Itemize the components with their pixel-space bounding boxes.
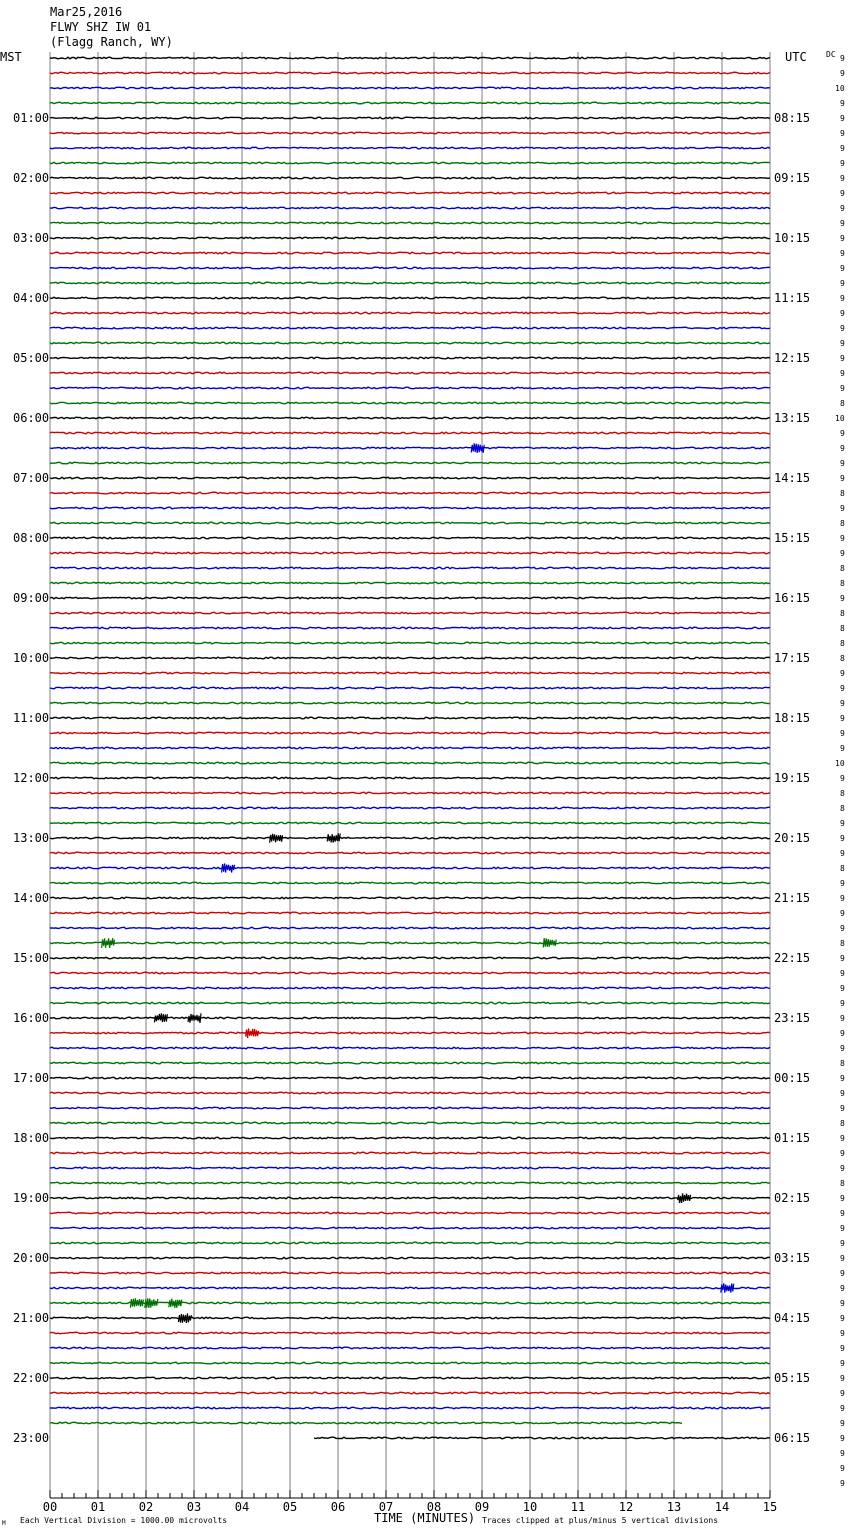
utc-hour-label: 12:15 <box>774 351 811 365</box>
dc-offset-value: 9 <box>840 429 845 438</box>
dc-offset-value: 9 <box>840 1449 845 1458</box>
dc-offset-value: 9 <box>840 324 845 333</box>
dc-offset-value: 9 <box>840 474 845 483</box>
trace-line <box>50 327 770 329</box>
utc-hour-label: 16:15 <box>774 591 811 605</box>
trace-line <box>50 1377 770 1379</box>
dc-offset-value: 9 <box>840 1089 845 1098</box>
trace-line <box>50 1317 770 1319</box>
dc-offset-value: 9 <box>840 834 845 843</box>
dc-offset-value: 9 <box>840 159 845 168</box>
dc-offset-value: 9 <box>840 549 845 558</box>
trace-line <box>50 567 770 569</box>
trace-line <box>50 552 770 554</box>
dc-offset-value: 9 <box>840 984 845 993</box>
vertical-division-note: Each Vertical Division = 1000.00 microvolts <box>20 1516 228 1525</box>
dc-offset-value: 9 <box>840 669 845 678</box>
dc-offset-value: 9 <box>840 99 845 108</box>
local-hour-label: 09:00 <box>13 591 50 605</box>
right-timezone-label: UTC <box>785 50 807 64</box>
trace-line <box>50 1212 770 1214</box>
dc-offset-value: 10 <box>835 84 845 93</box>
local-hour-label: 18:00 <box>13 1131 50 1145</box>
dc-offset-value: 8 <box>840 399 845 408</box>
dc-offset-value: 9 <box>840 969 845 978</box>
utc-hour-label: 01:15 <box>774 1131 811 1145</box>
dc-offset-column <box>835 54 845 1488</box>
utc-hour-label: 02:15 <box>774 1191 811 1205</box>
dc-offset-value: 9 <box>840 879 845 888</box>
utc-hour-label: 10:15 <box>774 231 811 245</box>
trace-line <box>50 672 770 674</box>
utc-hour-label: 03:15 <box>774 1251 811 1265</box>
dc-offset-value: 9 <box>840 819 845 828</box>
trace-line <box>50 1002 770 1004</box>
dc-offset-value: 9 <box>840 369 845 378</box>
utc-hour-label: 09:15 <box>774 171 811 185</box>
x-tick-label: 15 <box>762 1500 778 1514</box>
dc-offset-value: 9 <box>840 234 845 243</box>
trace-line <box>50 837 770 839</box>
dc-offset-value: 9 <box>840 1464 845 1473</box>
local-hour-label: 07:00 <box>13 471 50 485</box>
trace-line <box>50 1197 770 1199</box>
local-hour-label: 12:00 <box>13 771 50 785</box>
trace-line <box>50 57 770 59</box>
local-hour-label: 13:00 <box>13 831 50 845</box>
dc-offset-value: 9 <box>840 1344 845 1353</box>
dc-offset-value: 8 <box>840 1119 845 1128</box>
station-location: (Flagg Ranch, WY) <box>50 35 173 49</box>
utc-hour-label: 15:15 <box>774 531 811 545</box>
trace-line <box>50 462 770 464</box>
dc-offset-value: 9 <box>840 264 845 273</box>
trace-line <box>50 1272 770 1274</box>
trace-line <box>50 117 770 119</box>
utc-hour-label: 19:15 <box>774 771 811 785</box>
trace-line <box>50 702 770 704</box>
dc-offset-value: 9 <box>840 1419 845 1428</box>
dc-offset-value: 9 <box>840 999 845 1008</box>
utc-hour-label: 18:15 <box>774 711 811 725</box>
dc-offset-value: 9 <box>840 699 845 708</box>
dc-offset-value: 9 <box>840 309 845 318</box>
x-tick-label: 05 <box>282 1500 298 1514</box>
seismic-event <box>130 1298 143 1308</box>
x-tick-label: 06 <box>330 1500 346 1514</box>
dc-label: DC <box>826 50 836 59</box>
local-hour-label: 06:00 <box>13 411 50 425</box>
trace-line <box>50 642 770 644</box>
trace-line <box>50 597 770 599</box>
dc-offset-value: 9 <box>840 189 845 198</box>
trace-line <box>50 612 770 614</box>
dc-offset-value: 9 <box>840 1299 845 1308</box>
local-hour-label: 22:00 <box>13 1371 50 1385</box>
dc-offset-value: 9 <box>840 69 845 78</box>
local-hour-label: 02:00 <box>13 171 50 185</box>
seismic-event <box>270 834 283 843</box>
trace-line <box>50 72 770 74</box>
left-timezone-label: MST <box>0 50 22 64</box>
local-hour-label: 16:00 <box>13 1011 50 1025</box>
trace-line <box>50 357 770 359</box>
dc-offset-value: 9 <box>840 1149 845 1158</box>
dc-offset-value: 9 <box>840 714 845 723</box>
trace-line <box>50 252 770 254</box>
trace-line <box>50 867 770 869</box>
trace-line <box>50 627 770 629</box>
trace-line <box>50 417 770 419</box>
trace-line <box>50 477 770 479</box>
seismic-event <box>145 1298 158 1308</box>
trace-line <box>50 657 770 659</box>
dc-offset-value: 9 <box>840 909 845 918</box>
trace-line <box>50 87 770 89</box>
dc-offset-value: 9 <box>840 924 845 933</box>
trace-line <box>50 717 770 719</box>
station-name: FLWY SHZ IW 01 <box>50 20 152 34</box>
trace-line <box>50 147 770 149</box>
trace-line <box>50 177 770 179</box>
trace-line <box>50 1407 770 1409</box>
utc-hour-label: 23:15 <box>774 1011 811 1025</box>
dc-offset-value: 9 <box>840 1314 845 1323</box>
trace-line <box>50 1152 770 1154</box>
utc-hour-label: 11:15 <box>774 291 811 305</box>
dc-offset-value: 10 <box>835 759 845 768</box>
seismic-event <box>246 1028 259 1038</box>
dc-offset-value: 9 <box>840 1404 845 1413</box>
utc-hour-label: 06:15 <box>774 1431 811 1445</box>
trace-line <box>50 402 770 404</box>
trace-line <box>50 282 770 284</box>
dc-offset-value: 9 <box>840 1029 845 1038</box>
local-hour-label: 19:00 <box>13 1191 50 1205</box>
trace-line <box>50 102 770 104</box>
dc-offset-value: 9 <box>840 1389 845 1398</box>
x-tick-label: 07 <box>378 1500 394 1514</box>
trace-line <box>50 1077 770 1079</box>
trace-line <box>50 927 770 929</box>
trace-line <box>50 1392 770 1394</box>
trace-line <box>50 1422 682 1424</box>
dc-offset-value: 8 <box>840 654 845 663</box>
trace-line <box>50 192 770 194</box>
local-hour-label: 10:00 <box>13 651 50 665</box>
dc-offset-value: 8 <box>840 864 845 873</box>
trace-line <box>50 807 770 809</box>
dc-offset-value: 8 <box>840 564 845 573</box>
utc-hour-label: 13:15 <box>774 411 811 425</box>
utc-hour-label: 21:15 <box>774 891 811 905</box>
seismic-event <box>178 1313 191 1323</box>
trace-line <box>50 207 770 209</box>
dc-offset-value: 9 <box>840 459 845 468</box>
local-hour-labels <box>13 111 49 1445</box>
trace-line <box>50 777 770 779</box>
trace-line <box>50 132 770 134</box>
dc-offset-value: 8 <box>840 609 845 618</box>
trace-line <box>50 267 770 269</box>
local-hour-label: 01:00 <box>13 111 50 125</box>
trace-line <box>50 942 770 944</box>
utc-hour-label: 00:15 <box>774 1071 811 1085</box>
trace-line <box>50 222 770 224</box>
trace-line <box>50 372 770 374</box>
corner-mark: M <box>2 1520 6 1527</box>
trace-line <box>50 822 770 824</box>
dc-offset-value: 9 <box>840 1134 845 1143</box>
dc-offset-value: 9 <box>840 1194 845 1203</box>
trace-line <box>50 1122 770 1124</box>
local-hour-label: 15:00 <box>13 951 50 965</box>
dc-offset-value: 9 <box>840 954 845 963</box>
trace-line <box>50 1047 770 1049</box>
dc-offset-value: 9 <box>840 1284 845 1293</box>
seismic-event <box>169 1299 182 1308</box>
trace-line <box>50 762 770 764</box>
trace-line <box>50 792 770 794</box>
trace-line <box>50 432 770 434</box>
trace-line <box>50 732 770 734</box>
trace-line <box>50 387 770 389</box>
trace-line <box>50 1332 770 1334</box>
trace-line <box>50 522 770 524</box>
trace-line <box>50 1182 770 1184</box>
utc-hour-label: 05:15 <box>774 1371 811 1385</box>
dc-offset-value: 8 <box>840 1179 845 1188</box>
trace-line <box>50 342 770 344</box>
dc-offset-value: 9 <box>840 444 845 453</box>
trace-line <box>50 582 770 584</box>
dc-offset-value: 9 <box>840 534 845 543</box>
x-tick-label: 14 <box>714 1500 730 1514</box>
utc-hour-label: 22:15 <box>774 951 811 965</box>
utc-hour-labels <box>774 111 810 1445</box>
local-hour-label: 23:00 <box>13 1431 50 1445</box>
trace-line <box>50 162 770 164</box>
trace-line <box>50 957 770 959</box>
dc-offset-value: 9 <box>840 339 845 348</box>
trace-line <box>50 1107 770 1109</box>
trace-line <box>50 1092 770 1094</box>
dc-offset-value: 8 <box>840 579 845 588</box>
trace-line <box>50 1257 770 1259</box>
dc-offset-value: 9 <box>840 1014 845 1023</box>
trace-line <box>50 882 770 884</box>
trace-line <box>50 1242 770 1244</box>
trace-line <box>50 912 770 914</box>
dc-offset-value: 9 <box>840 504 845 513</box>
dc-offset-value: 9 <box>840 1074 845 1083</box>
x-tick-label: 09 <box>474 1500 490 1514</box>
dc-offset-value: 9 <box>840 219 845 228</box>
dc-offset-value: 9 <box>840 1329 845 1338</box>
x-tick-label: 04 <box>234 1500 250 1514</box>
dc-offset-value: 9 <box>840 1224 845 1233</box>
dc-offset-value: 9 <box>840 744 845 753</box>
dc-offset-value: 9 <box>840 1254 845 1263</box>
local-hour-label: 08:00 <box>13 531 50 545</box>
clipping-note: Traces clipped at plus/minus 5 vertical divisions <box>482 1516 719 1525</box>
local-hour-label: 11:00 <box>13 711 50 725</box>
dc-offset-value: 9 <box>840 594 845 603</box>
seismic-event <box>678 1194 691 1203</box>
dc-offset-value: 10 <box>835 414 845 423</box>
local-hour-label: 17:00 <box>13 1071 50 1085</box>
trace-line <box>50 987 770 989</box>
dc-offset-value: 8 <box>840 804 845 813</box>
seismic-event <box>721 1283 734 1292</box>
dc-offset-value: 9 <box>840 384 845 393</box>
dc-offset-value: 9 <box>840 54 845 63</box>
dc-offset-value: 9 <box>840 684 845 693</box>
utc-hour-label: 17:15 <box>774 651 811 665</box>
dc-offset-value: 8 <box>840 939 845 948</box>
local-hour-label: 04:00 <box>13 291 50 305</box>
seismic-traces <box>50 57 770 1439</box>
dc-offset-value: 9 <box>840 894 845 903</box>
dc-offset-value: 9 <box>840 1434 845 1443</box>
dc-offset-value: 9 <box>840 279 845 288</box>
dc-offset-value: 9 <box>840 849 845 858</box>
dc-offset-value: 8 <box>840 624 845 633</box>
dc-offset-value: 9 <box>840 204 845 213</box>
x-tick-label: 12 <box>618 1500 634 1514</box>
x-tick-label: 13 <box>666 1500 682 1514</box>
utc-hour-label: 14:15 <box>774 471 811 485</box>
trace-line <box>50 1347 770 1349</box>
dc-offset-value: 8 <box>840 639 845 648</box>
trace-line <box>50 852 770 854</box>
trace-line <box>50 1227 770 1229</box>
dc-offset-value: 9 <box>840 249 845 258</box>
local-hour-label: 21:00 <box>13 1311 50 1325</box>
dc-offset-value: 9 <box>840 1374 845 1383</box>
dc-offset-value: 8 <box>840 789 845 798</box>
dc-offset-value: 9 <box>840 1209 845 1218</box>
dc-offset-value: 9 <box>840 1239 845 1248</box>
dc-offset-value: 9 <box>840 114 845 123</box>
trace-line <box>50 1287 770 1289</box>
dc-offset-value: 9 <box>840 174 845 183</box>
utc-hour-label: 08:15 <box>774 111 811 125</box>
local-hour-label: 14:00 <box>13 891 50 905</box>
dc-offset-value: 9 <box>840 1359 845 1368</box>
x-tick-label: 02 <box>138 1500 154 1514</box>
trace-line <box>50 492 770 494</box>
trace-line <box>50 687 770 689</box>
x-tick-label: 08 <box>426 1500 442 1514</box>
trace-line <box>50 1302 770 1304</box>
dc-offset-value: 9 <box>840 1164 845 1173</box>
seismic-event <box>543 938 556 947</box>
trace-line <box>50 1167 770 1169</box>
trace-line <box>50 447 770 449</box>
x-tick-label: 00 <box>42 1500 58 1514</box>
trace-line <box>50 237 770 239</box>
dc-offset-value: 9 <box>840 729 845 738</box>
dc-offset-value: 8 <box>840 519 845 528</box>
x-tick-label: 03 <box>186 1500 202 1514</box>
trace-line <box>50 972 770 974</box>
trace-line <box>50 1137 770 1139</box>
x-tick-label: 01 <box>90 1500 106 1514</box>
dc-offset-value: 8 <box>840 489 845 498</box>
seismic-event <box>154 1013 167 1022</box>
dc-offset-value: 9 <box>840 1104 845 1113</box>
utc-hour-label: 04:15 <box>774 1311 811 1325</box>
x-tick-label: 11 <box>570 1500 586 1514</box>
local-hour-label: 05:00 <box>13 351 50 365</box>
station-date: Mar25,2016 <box>50 5 123 19</box>
dc-offset-value: 9 <box>840 774 845 783</box>
dc-offset-value: 9 <box>840 1044 845 1053</box>
trace-line <box>50 1362 770 1364</box>
local-hour-label: 03:00 <box>13 231 50 245</box>
dc-offset-value: 9 <box>840 1479 845 1488</box>
trace-line <box>50 897 770 899</box>
trace-line <box>50 297 770 299</box>
local-hour-label: 20:00 <box>13 1251 50 1265</box>
trace-line <box>50 507 770 509</box>
dc-offset-value: 9 <box>840 1269 845 1278</box>
trace-line <box>50 537 770 539</box>
trace-line <box>314 1437 770 1439</box>
dc-offset-value: 9 <box>840 129 845 138</box>
dc-offset-value: 9 <box>840 144 845 153</box>
trace-line <box>50 1032 770 1034</box>
x-tick-label: 10 <box>522 1500 538 1514</box>
seismic-event <box>222 863 235 872</box>
x-axis-title: TIME (MINUTES) <box>374 1511 476 1525</box>
dc-offset-value: 9 <box>840 294 845 303</box>
utc-hour-label: 20:15 <box>774 831 811 845</box>
dc-offset-value: 9 <box>840 354 845 363</box>
trace-line <box>50 1062 770 1064</box>
trace-line <box>50 312 770 314</box>
trace-line <box>50 747 770 749</box>
dc-offset-value: 8 <box>840 1059 845 1068</box>
